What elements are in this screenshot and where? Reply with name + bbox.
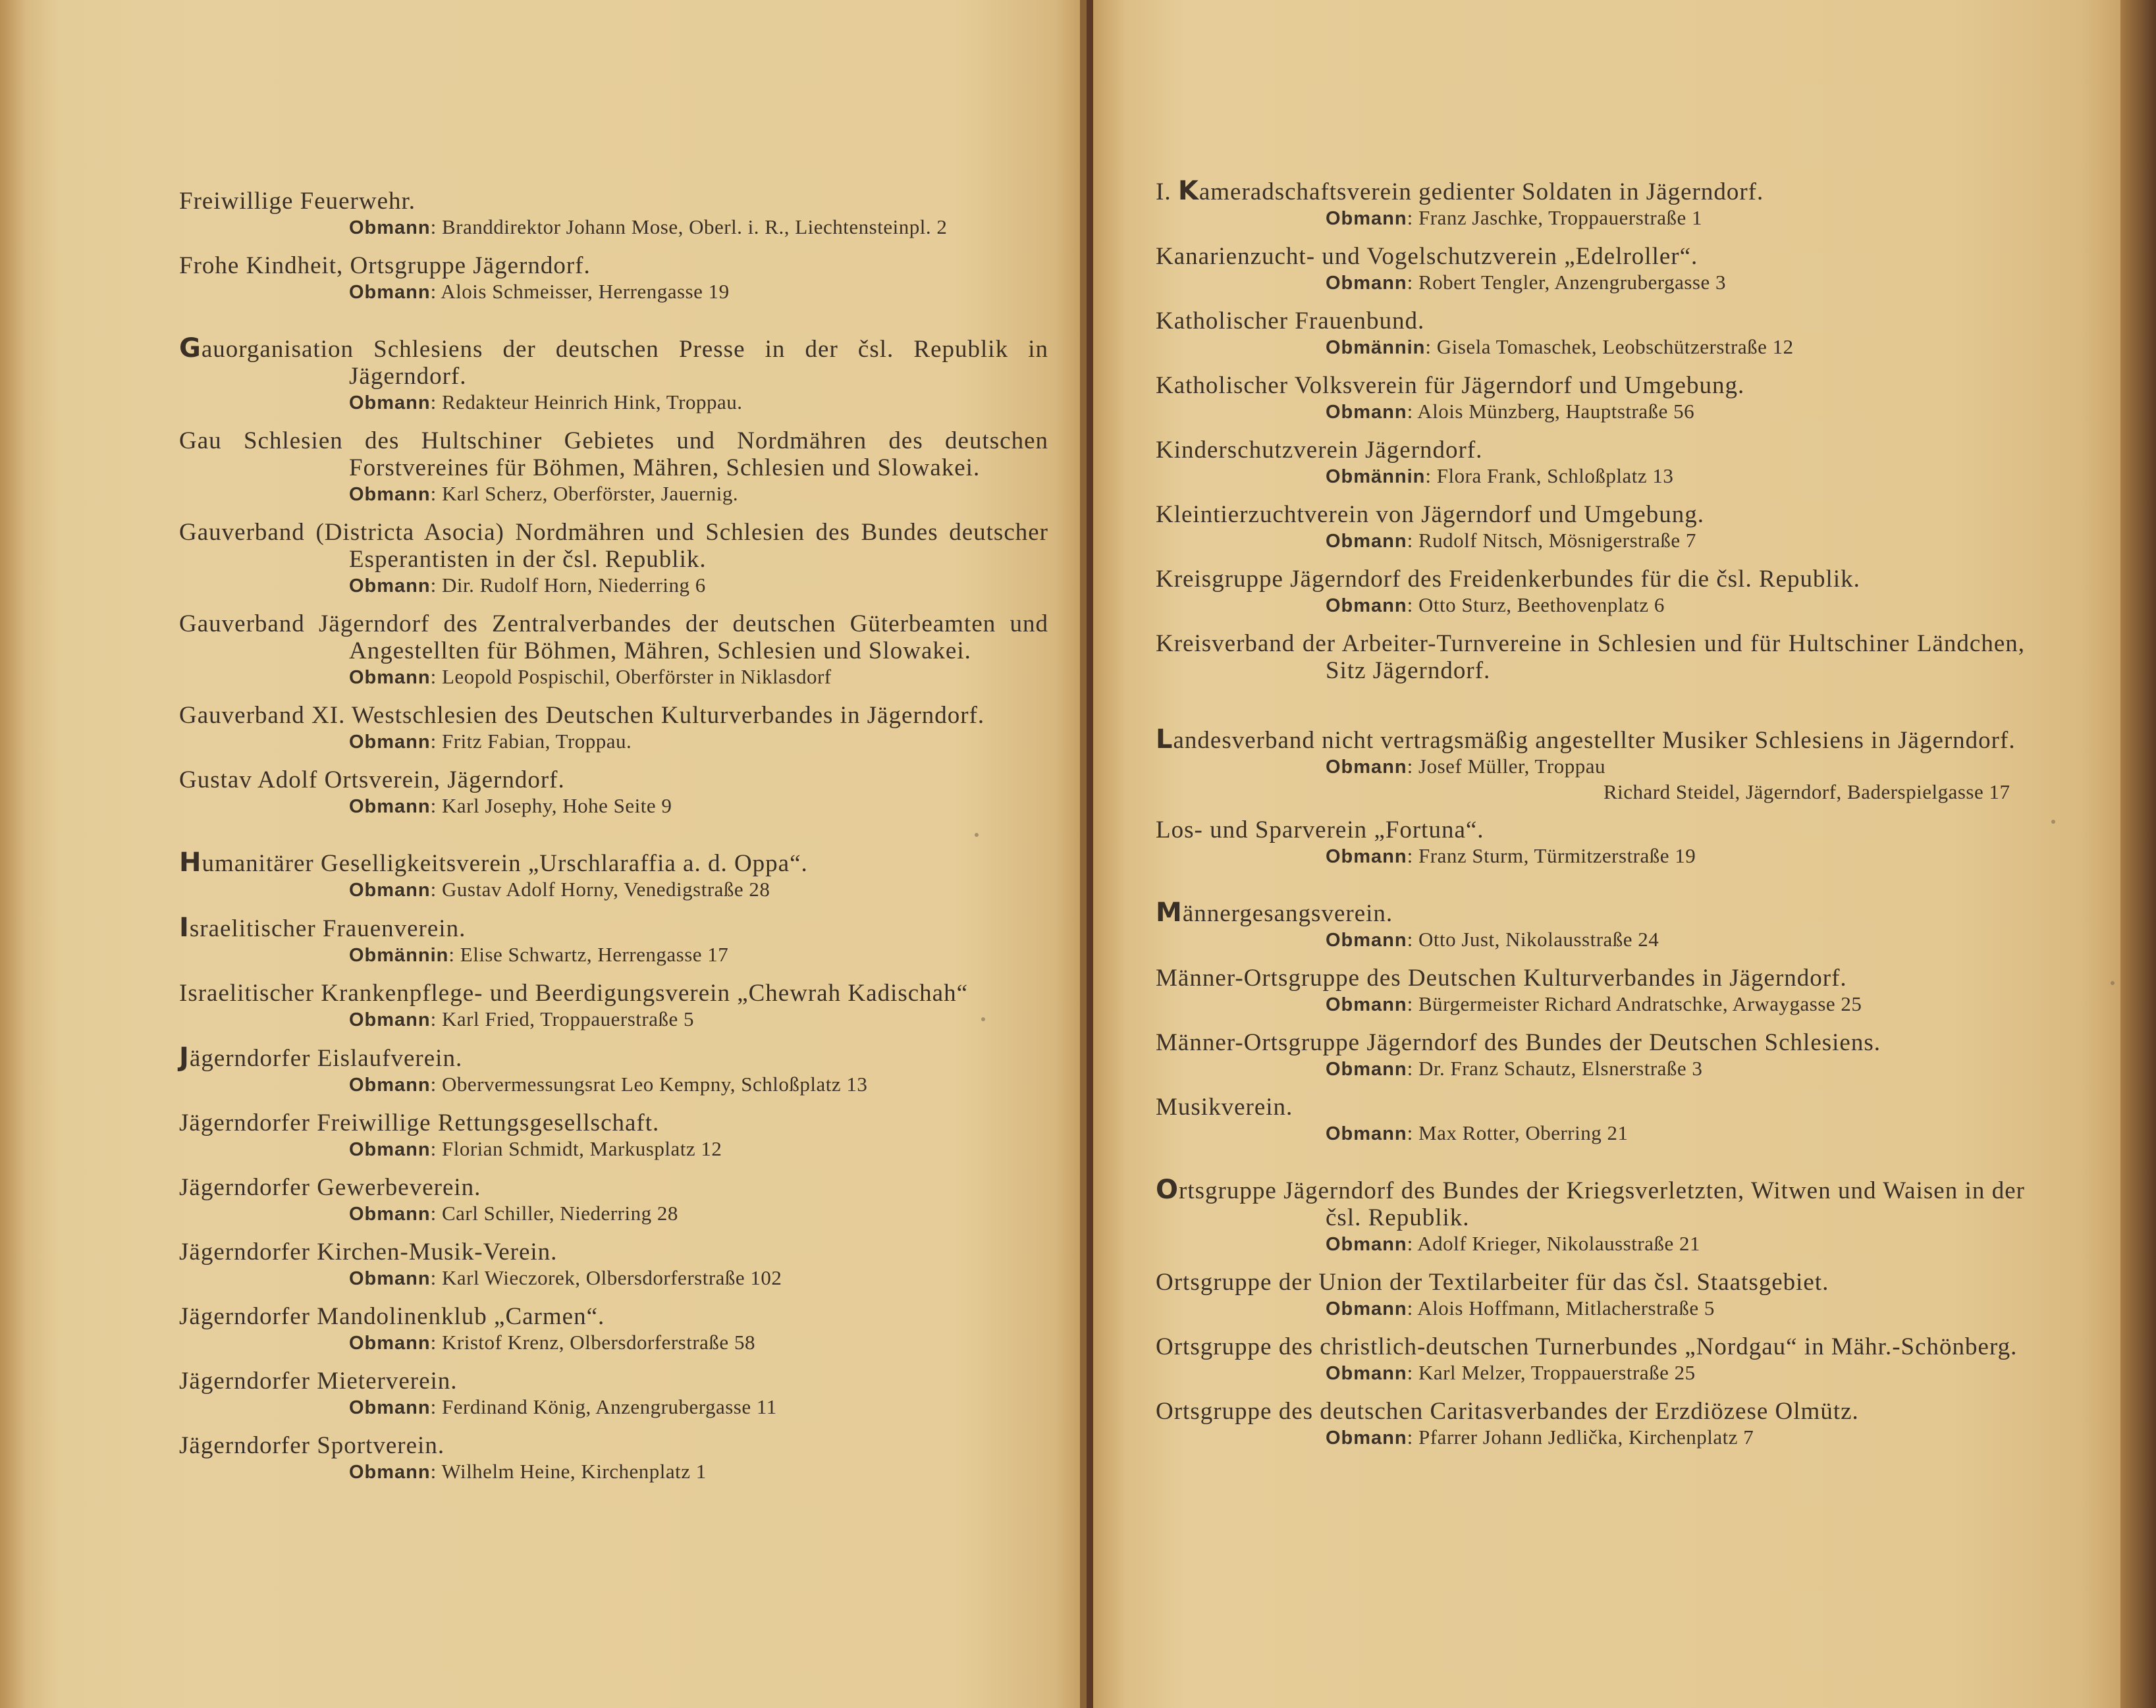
- entry-officer: [1326, 399, 2025, 425]
- initial-capital: I: [179, 913, 190, 943]
- officer-name: Wilhelm Heine, Kirchenplatz 1: [441, 1460, 707, 1483]
- officer-colon: :: [430, 574, 442, 597]
- entry-officer: [349, 729, 1048, 755]
- directory-entry: [1156, 307, 2025, 360]
- entry-title-text: Kleintierzuchtverein von Jägerndorf und Umgebung.: [1156, 501, 1704, 528]
- entry-title: [179, 849, 1048, 877]
- entry-title: [179, 1368, 1048, 1395]
- officer-label: Obmann: [349, 732, 431, 753]
- entry-officer: [349, 664, 1048, 690]
- officer-colon: :: [430, 280, 441, 303]
- directory-entry: [1156, 899, 2025, 953]
- initial-capital: K: [1177, 176, 1199, 206]
- officer-label: Obmann: [349, 392, 431, 414]
- officer-label: Obmann: [1326, 273, 1407, 294]
- officer-label: Obmann: [1326, 994, 1407, 1015]
- entry-title: [1156, 501, 2025, 528]
- officer-label: Obmann: [1326, 1123, 1407, 1144]
- entry-title-text: Kreisverband der Arbeiter-Turnvereine in Schlesien und für Hultschiner Ländchen, Sitz Jägerndorf.: [1156, 630, 2025, 684]
- officer-name: Josef Müller, Troppau: [1418, 755, 1605, 778]
- officer-label: Obmann: [1326, 1363, 1407, 1384]
- officer-colon: :: [1407, 1361, 1418, 1384]
- entry-title: [179, 702, 1048, 729]
- entry-title: [179, 980, 1048, 1007]
- officer-label: Obmann: [349, 1333, 431, 1354]
- officer-name: Pfarrer Johann Jedlička, Kirchenplatz 7: [1418, 1426, 1754, 1449]
- paper-spot: [2111, 981, 2115, 985]
- officer-label: Obmann: [1326, 1298, 1407, 1320]
- officer-name: Leopold Pospischil, Oberförster in Niklasdorf: [442, 665, 832, 688]
- entry-title: [179, 519, 1048, 573]
- officer-name: Redakteur Heinrich Hink, Troppau.: [442, 390, 743, 414]
- directory-entry: [179, 1174, 1048, 1227]
- entry-title-text: Männer-Ortsgruppe des Deutschen Kulturverbandes in Jägerndorf.: [1156, 965, 1847, 992]
- directory-entry: [1156, 372, 2025, 425]
- officer-label: Obmann: [349, 1397, 431, 1418]
- entry-title: [1156, 816, 2025, 843]
- entry-title-text: Kanarienzucht- und Vogelschutzverein „Edelroller“.: [1156, 243, 1698, 270]
- entry-officer: [349, 1201, 1048, 1227]
- officer-colon: :: [430, 730, 442, 753]
- directory-entry: [1156, 1177, 2025, 1257]
- officer-colon: :: [430, 1395, 442, 1418]
- officer-colon: :: [430, 1331, 442, 1354]
- officer-colon: :: [430, 1007, 442, 1030]
- entry-title-text: Gustav Adolf Ortsverein, Jägerndorf.: [179, 766, 565, 793]
- officer-name: Obervermessungsrat Leo Kempny, Schloßplatz 13: [442, 1073, 868, 1096]
- officer-name: Otto Just, Nikolausstraße 24: [1418, 928, 1659, 951]
- directory-entry: [1156, 566, 2025, 618]
- entry-title: [1156, 566, 2025, 593]
- directory-entry: [179, 252, 1048, 305]
- officer-name: Ferdinand König, Anzengrubergasse 11: [442, 1395, 777, 1418]
- officer-name: Franz Jaschke, Troppauerstraße 1: [1418, 206, 1702, 229]
- entry-title: [1156, 726, 2025, 754]
- officer-colon: :: [1407, 271, 1418, 294]
- entry-title-text: Jägerndorfer Gewerbeverein.: [179, 1174, 481, 1201]
- entry-title-text: ännergesangsverein.: [1182, 900, 1393, 927]
- entry-title: [179, 1432, 1048, 1459]
- initial-capital: O: [1156, 1175, 1179, 1205]
- initial-capital: H: [179, 847, 202, 878]
- left-entries: [179, 188, 1048, 1497]
- entry-prefix: I.: [1156, 178, 1178, 205]
- entry-officer: [349, 1330, 1048, 1356]
- officer-label: Obmann: [349, 1204, 431, 1225]
- entry-officer: [1326, 992, 2025, 1017]
- book-page-edges: [2120, 0, 2156, 1708]
- officer-label: Obmann: [1326, 757, 1407, 778]
- entry-officer: [1326, 1296, 2025, 1321]
- entry-title-text: Jägerndorfer Kirchen-Musik-Verein.: [179, 1239, 558, 1266]
- officer-name: Dr. Franz Schautz, Elsnerstraße 3: [1418, 1057, 1703, 1080]
- paper-spot: [2051, 820, 2055, 824]
- officer-colon: :: [1425, 464, 1437, 487]
- directory-entry: [179, 915, 1048, 968]
- entry-title-text: Gauverband Jägerndorf des Zentralverbandes der deutschen Güterbeamten und Angestellten für Böhmen, Mähren, Schlesien und Slowakei.: [179, 610, 1048, 664]
- directory-entry: [1156, 178, 2025, 231]
- officer-label: Obmann: [349, 667, 431, 688]
- entry-title: [179, 427, 1048, 481]
- officer-label: Obmann: [349, 575, 431, 597]
- entry-title: [179, 1239, 1048, 1266]
- directory-entry: [1156, 437, 2025, 489]
- entry-officer: [1326, 927, 2025, 953]
- directory-entry: [179, 849, 1048, 903]
- initial-capital: J: [179, 1042, 190, 1073]
- officer-name: Flora Frank, Schloßplatz 13: [1436, 464, 1674, 487]
- entry-title-text: Israelitischer Krankenpflege- und Beerdigungsverein „Chewrah Kadischah“: [179, 980, 969, 1007]
- entry-title: [1156, 437, 2025, 464]
- directory-entry: [179, 980, 1048, 1032]
- officer-label: Obmann: [349, 1462, 431, 1483]
- entry-officer: [1326, 1056, 2025, 1082]
- officer-label: Obmann: [349, 1009, 431, 1030]
- entry-officer: [349, 1072, 1048, 1098]
- officer-name: Gustav Adolf Horny, Venedigstraße 28: [442, 878, 770, 901]
- directory-entry: [1156, 1029, 2025, 1082]
- directory-entry: [179, 766, 1048, 819]
- entry-title-text: andesverband nicht vertragsmäßig angestellter Musiker Schlesiens in Jägerndorf.: [1173, 727, 2016, 754]
- entry-title: [179, 1044, 1048, 1072]
- officer-label: Obmann: [1326, 930, 1407, 951]
- paper-spot: [975, 833, 979, 837]
- officer-name: Carl Schiller, Niederring 28: [442, 1202, 678, 1225]
- entry-officer: [1326, 754, 2025, 780]
- entry-officer: [1326, 270, 2025, 296]
- entry-title-text: Männer-Ortsgruppe Jägerndorf des Bundes der Deutschen Schlesiens.: [1156, 1029, 1881, 1056]
- officer-label: Obmann: [1326, 595, 1407, 616]
- entry-officer: [349, 793, 1048, 819]
- initial-capital: L: [1156, 724, 1173, 755]
- officer-name: Branddirektor Johann Mose, Oberl. i. R., Liechtensteinpl. 2: [442, 215, 948, 238]
- officer-colon: :: [1407, 992, 1418, 1015]
- entry-title: [179, 610, 1048, 664]
- entry-title: [179, 915, 1048, 942]
- entry-title: [1156, 965, 2025, 992]
- entry-title: [1156, 1029, 2025, 1056]
- entry-title-text: Katholischer Frauenbund.: [1156, 307, 1425, 334]
- officer-name: Karl Scherz, Oberförster, Jauernig.: [442, 482, 739, 505]
- officer-label: Obmann: [1326, 1059, 1407, 1080]
- entry-officer: [349, 573, 1048, 599]
- directory-entry: [1156, 1333, 2025, 1386]
- officer-label: Obmann: [349, 1075, 431, 1096]
- officer-label: Obmann: [1326, 846, 1407, 867]
- directory-entry: [179, 1368, 1048, 1420]
- officer-name: Alois Hoffmann, Mitlacherstraße 5: [1417, 1296, 1715, 1320]
- entry-officer: [1326, 528, 2025, 554]
- entry-title-text: Gau Schlesien des Hultschiner Gebietes und Nordmähren des deutschen Forstvereines für Böhmen, Mähren, Schlesien und Slowakei.: [179, 427, 1048, 481]
- officer-colon: :: [1407, 1121, 1418, 1144]
- entry-officer: [349, 390, 1048, 415]
- officer-name: Max Rotter, Oberring 21: [1418, 1121, 1629, 1144]
- entry-title-text: Jägerndorfer Mandolinenklub „Carmen“.: [179, 1303, 605, 1330]
- officer-label: Obmann: [349, 880, 431, 901]
- officer-colon: :: [430, 1137, 442, 1160]
- entry-title-text: Kinderschutzverein Jägerndorf.: [1156, 437, 1483, 464]
- directory-entry: [179, 1239, 1048, 1291]
- entry-title-text: Gauverband XI. Westschlesien des Deutschen Kulturverbandes in Jägerndorf.: [179, 702, 985, 729]
- directory-entry: [1156, 501, 2025, 554]
- directory-entry: [1156, 1398, 2025, 1451]
- officer-colon: :: [1425, 335, 1437, 358]
- entry-title-text: Jägerndorfer Freiwillige Rettungsgesellschaft.: [179, 1109, 660, 1136]
- entry-title: [1156, 243, 2025, 270]
- entry-title: [1156, 630, 2025, 684]
- officer-label: Obmann: [1326, 531, 1407, 552]
- officer-label: Obmann: [349, 282, 431, 303]
- entry-title: [1156, 1094, 2025, 1121]
- officer-colon: :: [1407, 928, 1418, 951]
- entry-title-text: Musikverein.: [1156, 1094, 1293, 1121]
- entry-title: [179, 766, 1048, 793]
- entry-title-text: Kreisgruppe Jägerndorf des Freidenkerbundes für die čsl. Republik.: [1156, 566, 1860, 593]
- right-page: [1093, 0, 2120, 1708]
- officer-name: Adolf Krieger, Nikolausstraße 21: [1417, 1232, 1700, 1255]
- officer-colon: :: [1407, 206, 1418, 229]
- directory-entry: [1156, 1094, 2025, 1146]
- officer-colon: :: [430, 794, 442, 817]
- entry-title: [1156, 1177, 2025, 1231]
- entry-title-text: Ortsgruppe der Union der Textilarbeiter für das čsl. Staatsgebiet.: [1156, 1269, 1829, 1296]
- entry-title: [1156, 307, 2025, 334]
- entry-title-text: Jägerndorfer Sportverein.: [179, 1432, 445, 1459]
- officer-colon: :: [430, 1202, 442, 1225]
- entry-officer: [1326, 593, 2025, 618]
- entry-title: [1156, 1333, 2025, 1360]
- entry-officer: [1326, 205, 2025, 231]
- officer-colon: :: [1407, 844, 1418, 867]
- entry-title: [1156, 1269, 2025, 1296]
- entry-title-text: Freiwillige Feuerwehr.: [179, 188, 416, 215]
- directory-entry: [179, 335, 1048, 415]
- directory-entry: [179, 1303, 1048, 1356]
- officer-name: Karl Josephy, Hohe Seite 9: [442, 794, 672, 817]
- entry-officer: [349, 279, 1048, 305]
- entry-officer: [1326, 1425, 2025, 1451]
- officer-label: Obmann: [349, 796, 431, 817]
- entry-title: [179, 188, 1048, 215]
- officer-name: Robert Tengler, Anzengrubergasse 3: [1418, 271, 1726, 294]
- initial-capital: G: [179, 333, 202, 363]
- right-entries: [1156, 178, 2025, 1462]
- entry-title-text: ägerndorfer Eislaufverein.: [189, 1045, 463, 1072]
- officer-colon: :: [1407, 1057, 1418, 1080]
- entry-title: [1156, 1398, 2025, 1425]
- directory-entry: [1156, 243, 2025, 296]
- entry-officer: [349, 877, 1048, 903]
- officer-label: Obmann: [1326, 1428, 1407, 1449]
- officer-label: Obmann: [349, 1268, 431, 1289]
- officer-name: Dir. Rudolf Horn, Niederring 6: [442, 574, 706, 597]
- entry-title-text: Jägerndorfer Mieterverein.: [179, 1368, 458, 1395]
- officer-colon: :: [430, 390, 442, 414]
- officer-name: Karl Wieczorek, Olbersdorferstraße 102: [442, 1266, 782, 1289]
- officer-colon: :: [1407, 1296, 1418, 1320]
- officer-colon: :: [430, 1073, 442, 1096]
- entry-officer: [1326, 334, 2025, 360]
- officer-label: Obmann: [1326, 208, 1407, 229]
- officer-label: Obmännin: [1326, 466, 1426, 487]
- entry-officer: [349, 215, 1048, 240]
- paper-spot: [981, 1017, 985, 1021]
- officer-colon: :: [430, 665, 442, 688]
- directory-entry: [179, 702, 1048, 755]
- entry-title-text: Ortsgruppe des christlich-deutschen Turnerbundes „Nordgau“ in Mähr.-Schönberg.: [1156, 1333, 2018, 1360]
- officer-name: Kristof Krenz, Olbersdorferstraße 58: [442, 1331, 755, 1354]
- officer-name: Fritz Fabian, Troppau.: [442, 730, 632, 753]
- directory-entry: [179, 1109, 1048, 1162]
- directory-entry: [179, 519, 1048, 599]
- entry-title: [1156, 178, 2025, 205]
- entry-officer: [1326, 1121, 2025, 1146]
- officer-name: Gisela Tomaschek, Leobschützerstraße 12: [1436, 335, 1794, 358]
- officer-label: Obmännin: [349, 945, 449, 966]
- officer-colon: :: [1407, 1426, 1418, 1449]
- entry-title-text: Los- und Sparverein „Fortuna“.: [1156, 816, 1484, 843]
- entry-title: [179, 1174, 1048, 1201]
- directory-entry: [1156, 816, 2025, 869]
- entry-title-text: ameradschaftsverein gedienter Soldaten in Jägerndorf.: [1199, 178, 1764, 205]
- entry-title: [179, 335, 1048, 390]
- entry-title: [179, 1109, 1048, 1136]
- entry-title: [179, 1303, 1048, 1330]
- entry-officer: [1326, 464, 2025, 489]
- entry-title-text: sraelitischer Frauenverein.: [189, 915, 466, 942]
- officer-name: Alois Schmeisser, Herrengasse 19: [441, 280, 730, 303]
- officer-label: Obmann: [1326, 402, 1407, 423]
- directory-entry: [179, 188, 1048, 240]
- officer-colon: :: [1407, 593, 1418, 616]
- officer-colon: :: [448, 943, 460, 966]
- entry-title: [179, 252, 1048, 279]
- entry-officer: [349, 1395, 1048, 1420]
- entry-title-text: Gauverband (Districta Asocia) Nordmähren und Schlesien des Bundes deutscher Esperantisten in der čsl. Republik.: [179, 519, 1048, 573]
- directory-entry: [179, 427, 1048, 507]
- entry-title-text: Ortsgruppe des deutschen Caritasverbandes der Erzdiözese Olmütz.: [1156, 1398, 1859, 1425]
- entry-officer: [1326, 1231, 2025, 1257]
- officer-label: Obmann: [349, 484, 431, 505]
- entry-title-text: auorganisation Schlesiens der deutschen Presse in der čsl. Republik in Jägerndorf.: [201, 336, 1048, 390]
- entry-officer: [349, 1136, 1048, 1162]
- entry-title: [1156, 372, 2025, 399]
- directory-entry: [179, 1432, 1048, 1485]
- officer-name: Karl Melzer, Troppauerstraße 25: [1418, 1361, 1696, 1384]
- officer-name: Rudolf Nitsch, Mösnigerstraße 7: [1418, 529, 1696, 552]
- entry-officer: [349, 1007, 1048, 1032]
- entry-title-text: umanitärer Geselligkeitsverein „Urschlaraffia a. d. Oppa“.: [202, 850, 808, 877]
- entry-officer: [1326, 843, 2025, 869]
- officer-name: Alois Münzberg, Hauptstraße 56: [1417, 400, 1695, 423]
- directory-entry: [1156, 965, 2025, 1017]
- entry-officer: [349, 481, 1048, 507]
- officer-colon: :: [430, 215, 442, 238]
- officer-name: Florian Schmidt, Markusplatz 12: [442, 1137, 722, 1160]
- officer-name: Elise Schwartz, Herrengasse 17: [460, 943, 729, 966]
- directory-entry: [179, 610, 1048, 690]
- officer-colon: :: [1407, 1232, 1418, 1255]
- directory-entry: [1156, 726, 2025, 805]
- officer-name: Otto Sturz, Beethovenplatz 6: [1418, 593, 1665, 616]
- initial-capital: M: [1156, 897, 1183, 928]
- officer-label: Obmännin: [1326, 337, 1426, 358]
- officer-colon: :: [1407, 755, 1418, 778]
- entry-officer: [1326, 1360, 2025, 1386]
- entry-officer: [349, 942, 1048, 968]
- officer-label: Obmann: [1326, 1234, 1407, 1255]
- entry-title-text: Katholischer Volksverein für Jägerndorf und Umgebung.: [1156, 372, 1745, 399]
- entry-title-text: Frohe Kindheit, Ortsgruppe Jägerndorf.: [179, 252, 591, 279]
- officer-name: Franz Sturm, Türmitzerstraße 19: [1418, 844, 1696, 867]
- officer-colon: :: [1407, 400, 1418, 423]
- officer-label: Obmann: [349, 217, 431, 238]
- officer-colon: :: [430, 1460, 442, 1483]
- directory-entry: [1156, 630, 2025, 696]
- officer-colon: :: [1407, 529, 1418, 552]
- officer-label: Obmann: [349, 1139, 431, 1160]
- officer-colon: :: [430, 878, 442, 901]
- entry-officer: [349, 1266, 1048, 1291]
- entry-officer: [349, 1459, 1048, 1485]
- entry-title: [1156, 899, 2025, 927]
- directory-entry: [179, 1044, 1048, 1098]
- directory-entry: [1156, 1269, 2025, 1321]
- officer-name: Karl Fried, Troppauerstraße 5: [442, 1007, 694, 1030]
- entry-title-text: rtsgruppe Jägerndorf des Bundes der Kriegsverletzten, Witwen und Waisen in der čsl. Republik.: [1179, 1177, 2025, 1231]
- entry-officer-second: Richard Steidel, Jägerndorf, Baderspielgasse 17: [1604, 780, 2010, 803]
- officer-colon: :: [430, 1266, 442, 1289]
- officer-colon: :: [430, 482, 442, 505]
- officer-name: Bürgermeister Richard Andratschke, Arwaygasse 25: [1418, 992, 1862, 1015]
